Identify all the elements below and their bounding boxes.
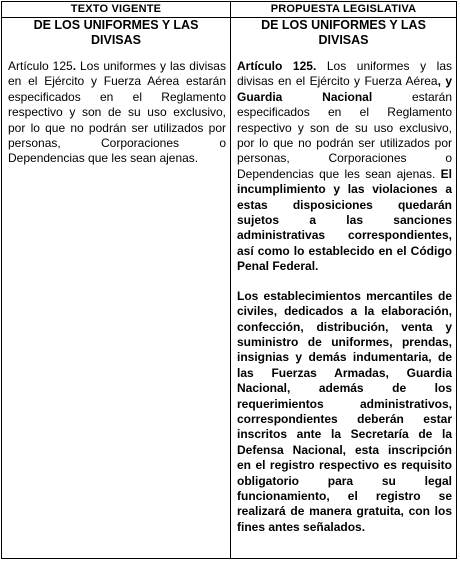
comparison-table	[1, 1, 457, 559]
proposal-article-paragraph	[237, 59, 452, 275]
proposal-bold-a: , y Guardia Nacional	[237, 74, 453, 104]
current-text-header: TEXTO VIGENTE	[2, 2, 230, 18]
article-text: Los uniformes y las divisas en el Ejército y Fuerza Aérea estarán especificados en el Reglamento respectivo y son de su uso exclusivo, por lo que no podrán ser utilizados por personas, Corporaciones o Dependencias que les sean ajenas.	[8, 59, 226, 166]
proposal-article-label: Artículo 125.	[237, 59, 317, 73]
proposal-body	[231, 59, 456, 535]
current-article-paragraph	[8, 59, 226, 167]
proposal-column	[231, 2, 456, 558]
article-label: Artículo 125	[8, 59, 73, 73]
article-dot: .	[72, 59, 77, 73]
proposal-text-a: Los uniformes y las divisas en el Ejército y Fuerza Aérea	[237, 59, 452, 89]
current-text-column	[2, 2, 231, 558]
proposal-title: DE LOS UNIFORMES Y LAS DIVISAS	[261, 18, 426, 47]
current-text-body	[2, 59, 230, 167]
current-text-title: DE LOS UNIFORMES Y LAS DIVISAS	[33, 18, 199, 47]
proposal-text-b: estarán especificados en el Reglamento respectivo y son de su uso exclusivo, por lo que no podrán ser utilizados por personas, Corporaciones o Dependencias que les sean ajenas.	[237, 89, 452, 181]
proposal-paragraph-2: Los establecimientos mercantiles de civiles, dedicados a la elaboración, confección, distribución, venta y suministro de uniformes, prendas, insignias y demás indumentaria, de las Fuerzas Armadas, Guardia Nacional, además de los requerimientos administrativos, correspondientes deberán estar inscritos ante la Secretaría de la Defensa Nacional, esta inscripción en el registro respectivo es requisito obligatorio para su legal funcionamiento, el registro se realizará de manera gratuita, con los fines antes señalados.	[237, 288, 452, 534]
proposal-bold-b: El incumplimiento y las violaciones a estas disposiciones quedarán sujetos a las sanciones administrativas correspondientes, así como lo establecido en el Código Penal Federal.	[237, 166, 453, 274]
proposal-header: PROPUESTA LEGISLATIVA	[231, 2, 456, 18]
